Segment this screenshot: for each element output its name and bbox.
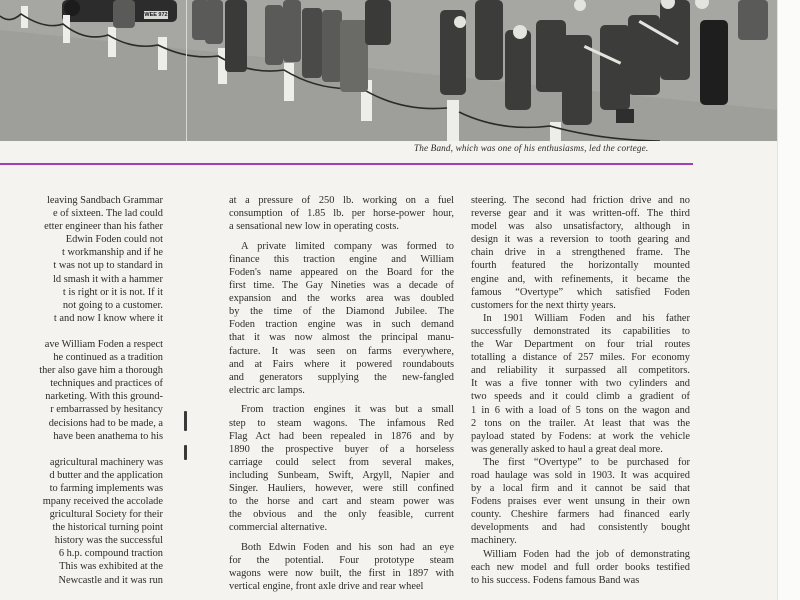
text-line: wagons were now built, the first in 1897 with [229, 568, 454, 580]
text-line: reverse gear and it was written-off. The third [471, 208, 690, 220]
page-gutter [186, 0, 187, 141]
text-line: chain drive in a strengthened frame. The [471, 247, 690, 259]
text-line: commercial alternative. [229, 522, 328, 534]
text-line: step to steam wagons. The infamous Red [229, 417, 454, 429]
text-line: the obvious and the only feasible, current [229, 509, 454, 521]
text-line: to the horse and cart and steam power was [229, 496, 454, 508]
text-line: This was exhibited at the [59, 561, 163, 573]
text-line: 1890 the prospective buyer of a horseless [229, 443, 454, 455]
paragraph [229, 194, 454, 233]
paragraph-gap [0, 325, 163, 338]
text-line: he continued as a tradition [53, 352, 163, 364]
text-line: famous “Overtype” which satisfied Foden [471, 286, 690, 298]
text-line: A private limited company was formed to [241, 240, 454, 252]
text-column-right [471, 194, 690, 587]
bollard [550, 122, 561, 141]
paragraph [471, 194, 690, 312]
text-line: t was not up to standard in [53, 260, 163, 272]
text-line: fourth featured the horizontally mounted [471, 260, 690, 272]
text-line: narketing. With this ground- [45, 391, 163, 403]
text-line: techniques and practices of [50, 378, 163, 390]
text-line: and generators supplying the new-fangled [229, 371, 454, 383]
text-line: r embarrassed by hesitancy [50, 404, 163, 416]
text-line: each new model and full order books testified [471, 561, 690, 573]
car-wheel [64, 0, 80, 16]
text-line: design it was a reversion to tooth gearing and [471, 234, 690, 246]
text-line: by a local firm and it cannot be said that [471, 483, 690, 495]
text-line: Foden traction engine was in such demand [229, 319, 454, 331]
text-line: e of sixteen. The lad could [52, 208, 163, 220]
text-line: In 1901 William Foden and his father [483, 312, 690, 324]
text-line: and reliability it surpassed all competitors. [471, 365, 690, 377]
text-line: etter engineer than his father [44, 221, 163, 233]
text-line: Both Edwin Foden and his son had an eye [241, 541, 454, 553]
margin-pencil-mark [184, 445, 187, 460]
bollard [447, 100, 459, 141]
text-line: Singer. Hauliers, however, were still confined [229, 482, 454, 494]
text-line: mpany received the accolade [42, 495, 163, 507]
text-line: 1 in 6 with a load of 5 tons on the wagon and [471, 404, 690, 416]
paragraph [0, 456, 163, 587]
bollard [108, 27, 116, 57]
text-line: at a pressure of 250 lb. working on a fuel [229, 195, 454, 206]
text-line: The first “Overtype” to be purchased for [483, 456, 690, 468]
text-line: first time. The Gay Nineties was a decade of [229, 280, 454, 292]
spectators [738, 0, 768, 40]
band-sign [616, 109, 634, 123]
text-line: Newcastle and it was run [58, 574, 163, 586]
paragraph [229, 541, 454, 593]
text-line: t and now I know where it [53, 312, 163, 324]
margin-pencil-mark [184, 411, 187, 431]
text-line: vertical engine, front axle drive and rear wheel [229, 581, 424, 593]
text-line: county. Cheshire farmers had financed early [471, 509, 690, 521]
text-line: 6 h.p. compound traction [58, 548, 163, 560]
text-line: ave William Foden a respect [44, 338, 163, 350]
text-line: facture. It was seen on farms everywhere, [229, 345, 454, 357]
text-line: consumption of 1.85 lb. per horse-power hour, [229, 208, 454, 220]
text-line: expansion and the works area was doubled [229, 293, 454, 305]
band-photograph [0, 0, 777, 141]
page-edge [777, 0, 800, 600]
text-line: that it was now almost the principal manu- [229, 332, 454, 344]
car-number-plate: WEE 972 [144, 12, 168, 18]
text-line: Edwin Foden could not [65, 234, 163, 246]
paragraph [0, 194, 163, 325]
bollard [158, 37, 167, 70]
text-line: It was a five tonner with two cylinders and [471, 378, 690, 390]
text-line: including Sunbeam, Swift, Argyll, Napier and [229, 469, 454, 481]
text-line: and at Fairs where it powered roundabouts [229, 358, 454, 370]
text-line: ther also gave him a thorough [39, 365, 163, 377]
paragraph [229, 240, 454, 397]
bollard [284, 63, 294, 101]
paragraph [229, 403, 454, 534]
text-line: successfully demonstrated its capabilities to [471, 325, 690, 337]
paragraph [471, 548, 690, 587]
text-line: by the time of the Diamond Jubilee. The [229, 306, 454, 318]
text-line: 2 tons on the trailer. At least that was the [471, 417, 690, 429]
text-line: totalling a distance of 257 miles. For economy [471, 352, 690, 364]
text-line: to farming implements was [49, 482, 163, 494]
text-line: a sensational new low in operating costs. [229, 221, 399, 233]
purple-divider [400, 163, 693, 165]
text-line: t is right or it is not. If it [62, 286, 163, 298]
text-line: From traction engines it was but a small [241, 404, 454, 416]
text-line: decisions had to be made, a [48, 417, 163, 429]
text-line: Fodens praises ever went unsung in their own [471, 496, 690, 508]
text-line: the War Department on four trial routes [471, 339, 690, 351]
text-line: Flag Act had been repealed in 1876 and by [229, 430, 454, 442]
text-line: was generally asked to haul a great deal more. [471, 443, 663, 455]
text-line: the historical turning point [52, 522, 163, 534]
text-line: two speeds and it could climb a gradient of [471, 391, 690, 403]
text-line: engine and, with refinements, it became the [471, 273, 690, 285]
text-line: ld smash it with a hammer [53, 273, 163, 285]
text-line: developments and had consistently bought [471, 522, 690, 534]
text-line: history was the successful [54, 535, 163, 547]
text-line: road haulage was sold in 1903. It was acquired [471, 469, 690, 481]
text-line: agricultural machinery was [49, 456, 163, 468]
text-line: for the potential. Four prototype steam [229, 554, 454, 566]
text-column-left [0, 194, 163, 587]
text-line: William Foden had the job of demonstrating [483, 548, 690, 560]
photo-illustration [0, 0, 777, 141]
text-line: gricultural Society for their [49, 509, 163, 521]
text-column-middle [229, 194, 454, 593]
text-line: to his success. Fodens famous Band was [471, 574, 640, 586]
text-line: t workmanship and if he [62, 247, 163, 259]
photo-caption: The Band, which was one of his enthusiasms, led the cortege. [414, 143, 649, 153]
text-line: machinery. [471, 535, 517, 547]
text-line: electric arc lamps. [229, 384, 305, 396]
paragraph [471, 456, 690, 548]
paragraph [0, 338, 163, 443]
text-line: Foden's name appeared on the Board for the [229, 266, 454, 278]
purple-divider [0, 163, 400, 165]
text-line: d butter and the application [49, 469, 163, 481]
text-line: carriage could select from several makes, [229, 456, 454, 468]
text-line: leaving Sandbach Grammar [47, 195, 163, 206]
text-line: finance this traction engine and William [229, 253, 454, 265]
text-line: customers for the next thirty years. [471, 299, 616, 311]
text-line: payload stated by Fodens: at work the vehicle [471, 430, 690, 442]
text-line: model was also unsatisfactory, although in [471, 221, 690, 233]
text-line: have been anathema to his [53, 430, 163, 442]
text-line: steering. The second had friction drive and no [471, 195, 690, 206]
paragraph-gap [0, 443, 163, 456]
paragraph [471, 312, 690, 456]
text-line: not going to a customer. [62, 299, 163, 311]
